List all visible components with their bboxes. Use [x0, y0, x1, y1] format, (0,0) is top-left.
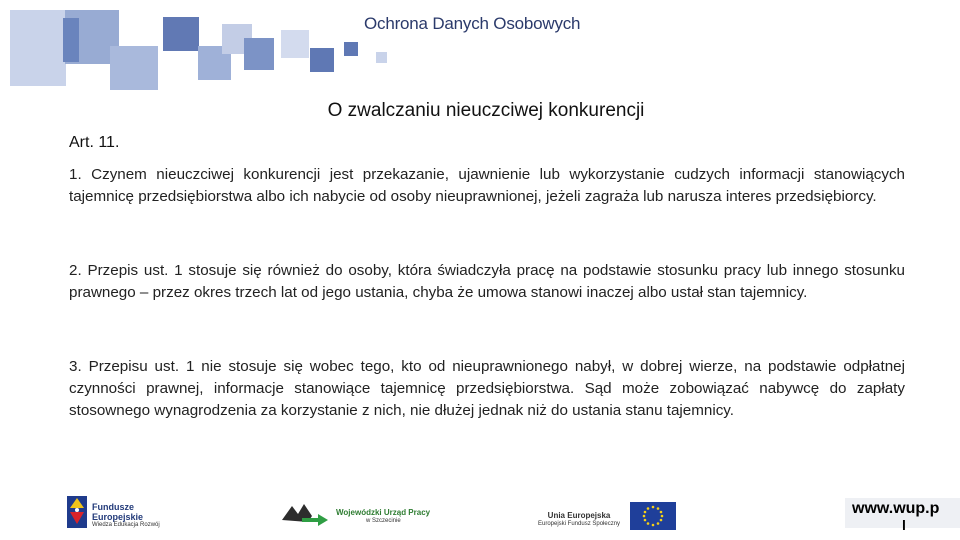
- fe-star-icon: [66, 494, 88, 535]
- wup-line2: w Szczecinie: [366, 517, 401, 524]
- paragraph-1: 1. Czynem nieuczciwej konkurencji jest przekazanie, ujawnienie lub wykorzystanie cudzych informacji stanowiących tajemnicę przedsiębiorstwa albo ich nabycie od osoby nieuprawnionej, jeżeli zagraża lub narusza interes przedsiębiorcy.: [69, 166, 905, 205]
- eu-flag-icon: [630, 502, 676, 535]
- ue-line2: Europejski Fundusz Społeczny: [538, 520, 621, 527]
- paragraph-3: 3. Przepisu ust. 1 nie stosuje się wobec tego, kto od nieuprawnionego nabył, w dobrej wierze, na podstawie odpłatnej czynności prawnej, informacje stanowiące tajemnicę przedsiębiorstwa. Sąd może zobowiązać nabywcę do zapłaty stosownego wynagrodzenia za korzystanie z nich, nie dłużej jednak niż do ustania stanu tajemnicy.: [69, 358, 905, 419]
- website-link[interactable]: [845, 498, 960, 533]
- logo-fundusze-europejskie: [66, 494, 160, 535]
- paragraph-2: 2. Przepis ust. 1 stosuje się również do osoby, która świadczyła pracę na podstawie stosunku pracy lub innego stosunku prawnego – przez okres trzech lat od jego ustania, chyba że umowa stanowi inaczej albo ustał stan tajemnicy.: [69, 262, 905, 301]
- wup-line1: Wojewódzki Urząd Pracy: [336, 507, 431, 517]
- header-title: Ochrona Danych Osobowych: [364, 14, 581, 33]
- logo-unia-europejska: [538, 502, 676, 535]
- article-number: Art. 11.: [69, 134, 120, 151]
- logo-wup: [280, 500, 430, 531]
- fe-line2: Europejskie: [92, 511, 144, 522]
- slide-title: O zwalczaniu nieuczciwej konkurencji: [327, 100, 645, 121]
- wup-arrow-icon: [280, 500, 330, 531]
- fe-line1: Fundusze: [92, 501, 134, 512]
- ue-line1: Unia Europejska: [547, 510, 611, 520]
- fe-line3: Wiedza Edukacja Rozwój: [92, 521, 160, 528]
- website-text: www.wup.p: [852, 500, 940, 517]
- website-text-rest: l: [902, 517, 906, 533]
